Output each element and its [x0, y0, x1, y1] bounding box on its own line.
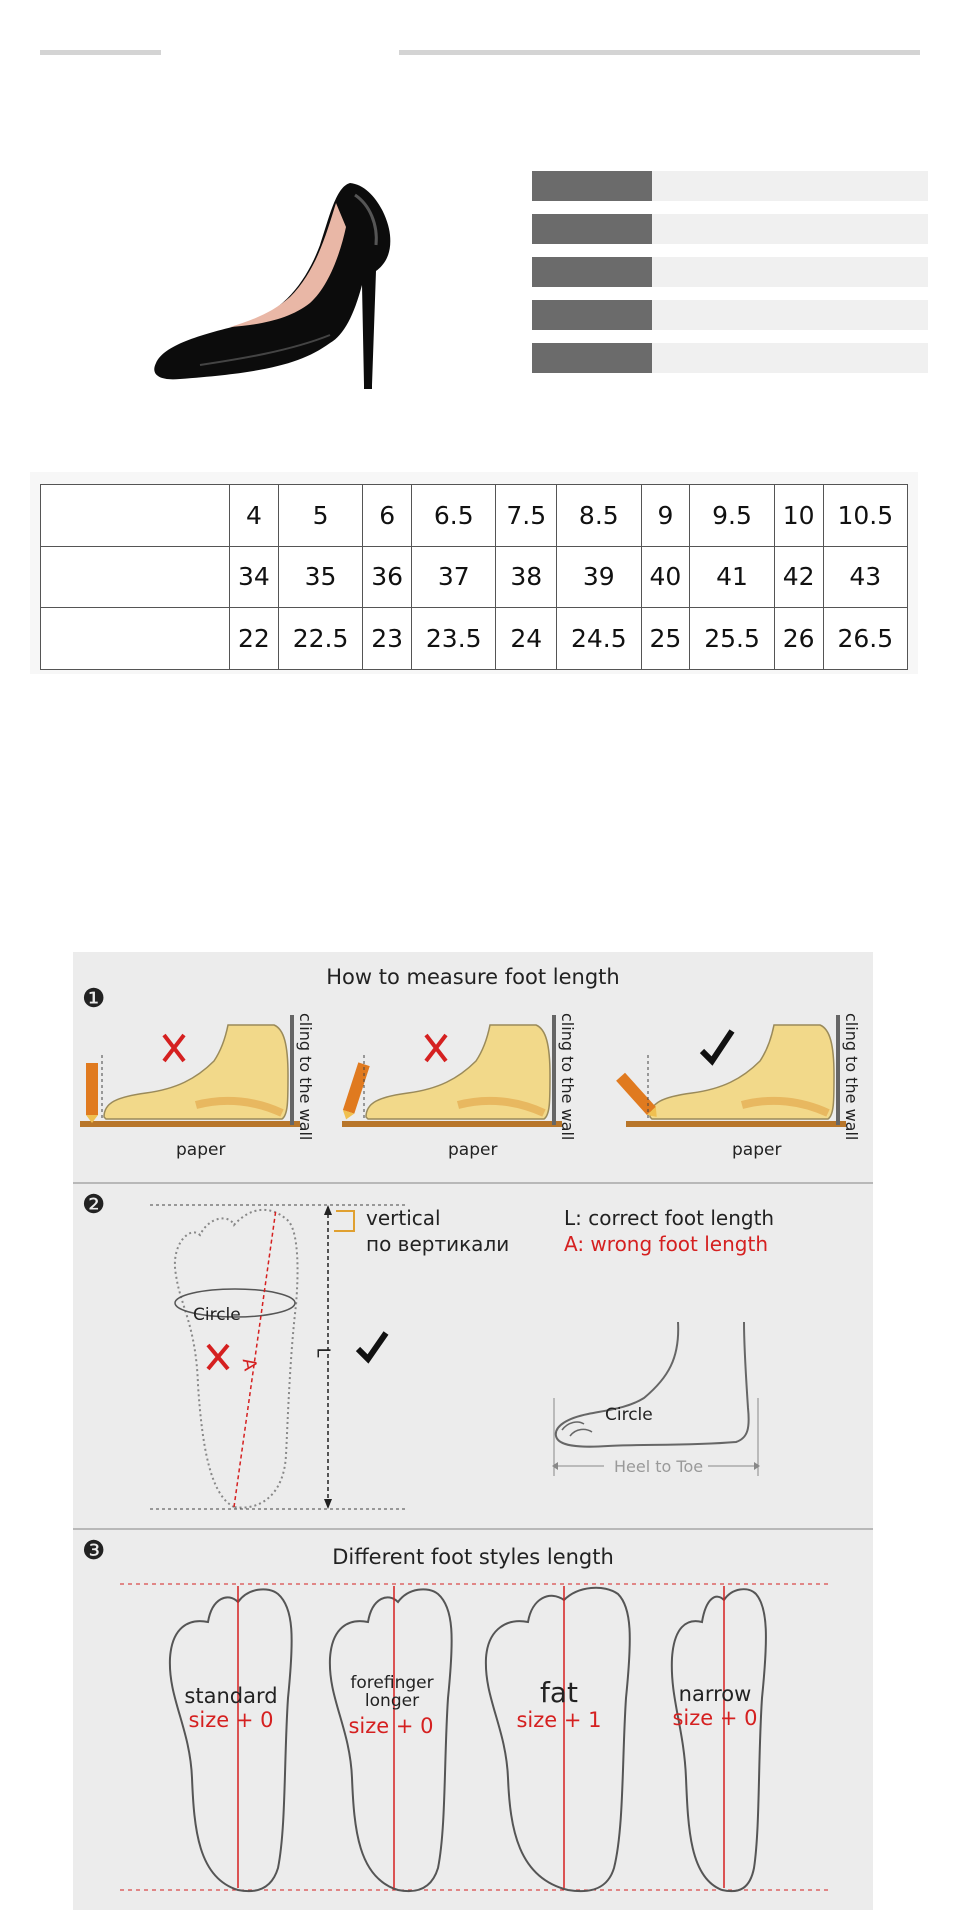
- section-divider: [73, 1528, 873, 1530]
- vertical-label-en: vertical: [366, 1206, 441, 1230]
- foot-outline: [170, 1588, 766, 1891]
- table-cell: 40: [641, 546, 690, 608]
- table-cell: 8.5: [557, 485, 641, 547]
- section-divider: [73, 1182, 873, 1184]
- table-cell: 6.5: [412, 485, 496, 547]
- table-cell: 10: [774, 485, 823, 547]
- table-cell: 25.5: [690, 608, 774, 670]
- step3-title: Different foot styles length: [332, 1545, 614, 1569]
- foot-style-name: narrow: [678, 1682, 752, 1706]
- table-cell: 24.5: [557, 608, 641, 670]
- table-row: [41, 546, 908, 608]
- a-mark: A: [237, 1356, 261, 1373]
- correct-length-label: L: correct foot length: [564, 1206, 775, 1230]
- foot-style-size: size + 1: [516, 1708, 602, 1732]
- table-cell: 25: [641, 608, 690, 670]
- table-cell: 9: [641, 485, 690, 547]
- table-cell: 38: [496, 546, 557, 608]
- top-rule-left: [40, 50, 161, 55]
- table-cell: 42: [774, 546, 823, 608]
- shoe-image: [140, 175, 410, 405]
- wall-label: cling to the wall: [558, 1013, 577, 1141]
- wrong-length-label: A: wrong foot length: [564, 1232, 768, 1256]
- spec-row-3: [532, 257, 928, 287]
- table-row: [41, 608, 908, 670]
- wall-label: cling to the wall: [296, 1013, 315, 1141]
- wall-label: cling to the wall: [842, 1013, 861, 1141]
- table-cell: 22: [230, 608, 279, 670]
- table-cell: [41, 608, 230, 670]
- table-cell: 41: [690, 546, 774, 608]
- foot-style-name: forefinger longer: [350, 1673, 434, 1711]
- step2-badge: ❷: [82, 1190, 106, 1220]
- table-cell: [41, 485, 230, 547]
- table-cell: 10.5: [823, 485, 907, 547]
- paper-label: paper: [176, 1140, 226, 1160]
- foot-style-name: fat: [540, 1676, 578, 1709]
- table-cell: 4: [230, 485, 279, 547]
- table-cell: 34: [230, 546, 279, 608]
- size-table: [40, 484, 908, 670]
- table-cell: 6: [363, 485, 412, 547]
- side-foot-illustration: [548, 1318, 768, 1478]
- table-cell: 39: [557, 546, 641, 608]
- table-cell: 22.5: [278, 608, 362, 670]
- table-cell: 37: [412, 546, 496, 608]
- paper-label: paper: [448, 1140, 498, 1160]
- foot-style-size: size + 0: [348, 1714, 434, 1738]
- vertical-label-ru: по вертикали: [366, 1232, 510, 1256]
- spec-row-5: [532, 343, 928, 373]
- table-cell: 7.5: [496, 485, 557, 547]
- circle-label: Circle: [193, 1305, 241, 1325]
- table-cell: 5: [278, 485, 362, 547]
- table-cell: 26.5: [823, 608, 907, 670]
- circle-label-side: Circle: [605, 1405, 653, 1425]
- table-cell: 36: [363, 546, 412, 608]
- step1-badge: ❶: [82, 984, 106, 1014]
- table-cell: 35: [278, 546, 362, 608]
- step3-badge: ❸: [82, 1536, 106, 1566]
- heel-to-toe-label: Heel to Toe: [614, 1457, 704, 1476]
- spec-row-4: [532, 300, 928, 330]
- table-cell: 24: [496, 608, 557, 670]
- top-rule-right: [399, 50, 920, 55]
- foot-style-size: size + 0: [672, 1706, 758, 1730]
- guide-title: How to measure foot length: [326, 965, 620, 989]
- spec-row-1: [532, 171, 928, 201]
- table-cell: 23.5: [412, 608, 496, 670]
- paper-label: paper: [732, 1140, 782, 1160]
- foot-styles-illustration: [118, 1578, 838, 1894]
- table-cell: 9.5: [690, 485, 774, 547]
- foot-style-size: size + 0: [188, 1708, 274, 1732]
- spec-row-2: [532, 214, 928, 244]
- table-cell: 26: [774, 608, 823, 670]
- table-cell: 43: [823, 546, 907, 608]
- table-cell: [41, 546, 230, 608]
- l-mark: L: [312, 1347, 334, 1358]
- table-row: [41, 485, 908, 547]
- foot-style-name: standard: [184, 1684, 278, 1708]
- table-cell: 23: [363, 608, 412, 670]
